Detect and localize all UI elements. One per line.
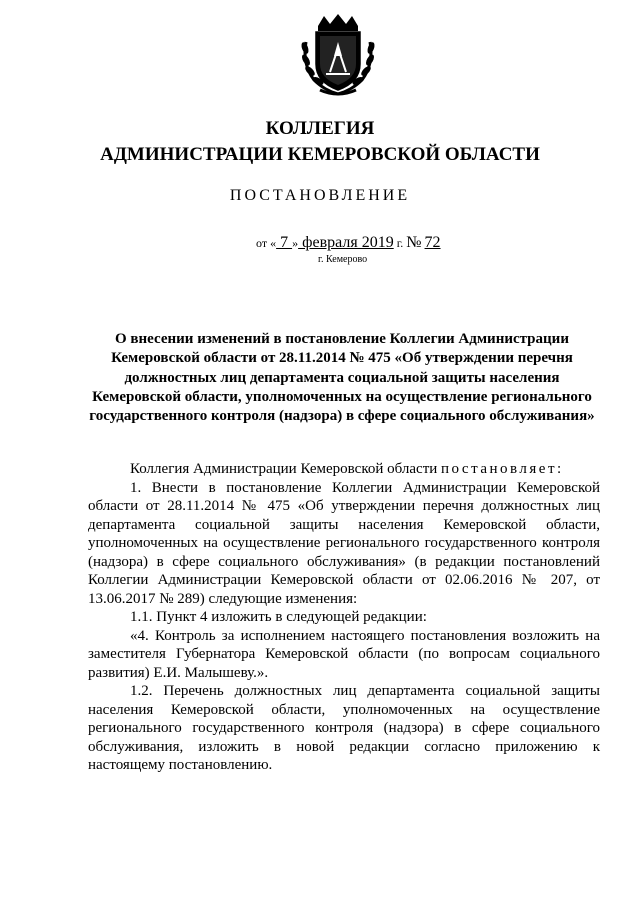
paragraph-quoted-4: «4. Контроль за исполнением настоящего постановления возложить на заместителя Губернатора Кемеровской области (по вопросам социального развития) Е.И. Малышеву.».: [88, 627, 600, 681]
date-day: 7: [276, 234, 293, 251]
date-year-abbr: г.: [393, 236, 404, 250]
organization-name-line1: КОЛЛЕГИЯ: [265, 118, 375, 139]
date-close-quote: »: [292, 236, 299, 250]
paragraph-1-2: 1.2. Перечень должностных лиц департамента социальной защиты населения Кемеровской области, уполномоченных на осуществление регионального государственного контроля (надзора) в сфере социального обслуживания, изложить в новой редакции согласно приложению к настоящему постановлению.: [88, 683, 600, 773]
date-month-year: февраля 2019: [298, 234, 394, 251]
document-number: 72: [424, 234, 441, 251]
paragraph-1-1: 1.1. Пункт 4 изложить в следующей редакции:: [130, 609, 427, 625]
intro-resolves: постановляет:: [441, 461, 564, 477]
organization-name-line2: АДМИНИСТРАЦИИ КЕМЕРОВСКОЙ ОБЛАСТИ: [100, 144, 540, 165]
intro-text: Коллегия Администрации Кемеровской области: [130, 461, 438, 477]
coat-of-arms-emblem: [296, 12, 380, 98]
intro-paragraph: [88, 460, 600, 479]
date-from: от: [256, 236, 268, 250]
date-line: [256, 234, 441, 252]
document-title: О внесении изменений в постановление Коллегии Администрации Кемеровской области от 28.11.2014 № 475 «Об утверждении перечня должностных лиц департамента социальной защиты населения Кемеровской области, уполномоченных на осуществление регионального государственного контроля (надзора) в сфере социального обслуживания»: [89, 331, 595, 425]
document-body: [88, 460, 600, 775]
paragraph-1: 1. Внести в постановление Коллегии Администрации Кемеровской области от 28.11.2014 № 475 «Об утверждении перечня должностных лиц департамента социальной защиты населения Кемеровской области, уполномоченных на осуществление регионального государственного контроля (надзора) в сфере социального обслуживания» (в редакции постановлений Коллегии Администрации Кемеровской области от 02.06.2016 № 207, от 13.06.2017 № 289) следующие изменения:: [88, 479, 600, 607]
number-label: №: [406, 234, 422, 251]
city-label: г. Кемерово: [318, 254, 368, 265]
date-open-quote: «: [270, 236, 277, 250]
document-type: ПОСТАНОВЛЕНИЕ: [229, 187, 411, 204]
